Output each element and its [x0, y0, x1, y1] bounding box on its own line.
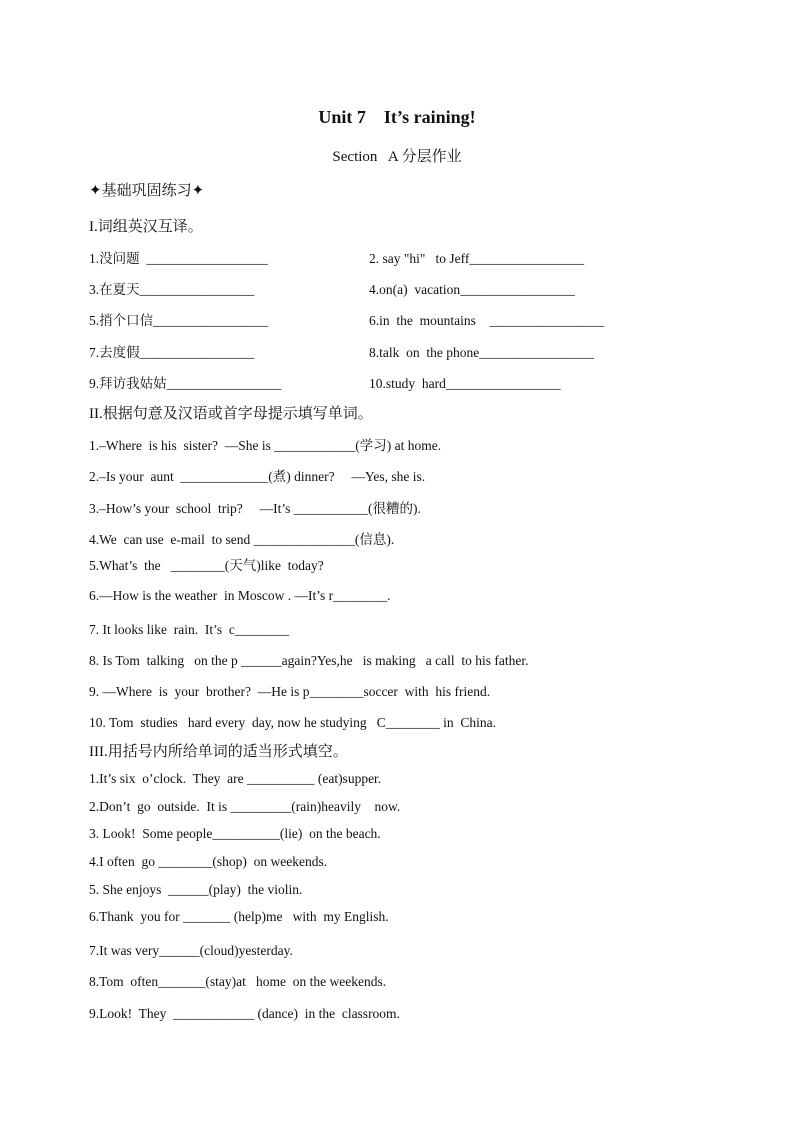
list-item: 7.It was very______(cloud)yesterday.: [89, 943, 293, 958]
list-item: 9. —Where is your brother? —He is p________soccer with his friend.: [89, 684, 491, 699]
list-item: 8.talk on the phone_________________: [369, 345, 594, 360]
list-item: 2. say "hi" to Jeff_________________: [369, 251, 585, 266]
list-item: 3.在夏天_________________: [89, 282, 255, 297]
page-title: Unit 7 It’s raining!: [318, 107, 476, 127]
list-item: 8. Is Tom talking on the p ______again?Yes,he is making a call to his father.: [89, 653, 529, 668]
list-item: 7.去度假_________________: [89, 345, 255, 360]
list-item: 2.–Is your aunt _____________(煮) dinner? —Yes, she is.: [89, 469, 426, 484]
list-item: 1.It’s six o’clock. They are __________ (eat)supper.: [89, 771, 382, 786]
list-item: 7. It looks like rain. It’s c________: [89, 622, 289, 637]
list-item: 8.Tom often_______(stay)at home on the weekends.: [89, 974, 387, 989]
list-item: 5. She enjoys ______(play) the violin.: [89, 882, 303, 897]
list-item: 3. Look! Some people__________(lie) on the beach.: [89, 826, 381, 841]
list-item: 5.捎个口信_________________: [89, 313, 268, 328]
section-2-heading: II.根据句意及汉语或首字母提示填写单词。: [89, 406, 373, 422]
section-1-heading: I.词组英汉互译。: [89, 219, 203, 235]
list-item: 9.Look! They ____________ (dance) in the classroom.: [89, 1006, 400, 1021]
list-item: 6.—How is the weather in Moscow . —It’s r________.: [89, 588, 391, 603]
page-subtitle: Section A 分层作业: [332, 149, 462, 165]
list-item: 1.没问题 __________________: [89, 251, 268, 266]
list-item: 6.in the mountains _________________: [369, 313, 605, 328]
list-item: 4.We can use e-mail to send _______________(信息).: [89, 532, 395, 547]
list-item: 6.Thank you for _______ (help)me with my English.: [89, 909, 389, 924]
list-item: 10. Tom studies hard every day, now he studying C________ in China.: [89, 715, 497, 730]
section-3-heading: III.用括号内所给单词的适当形式填空。: [89, 744, 348, 760]
list-item: 5.What’s the ________(天气)like today?: [89, 558, 324, 573]
list-item: 2.Don’t go outside. It is _________(rain)heavily now.: [89, 799, 401, 814]
list-item: 3.–How’s your school trip? —It’s ___________(很糟的).: [89, 501, 421, 516]
list-item: 10.study hard_________________: [369, 376, 561, 391]
list-item: 4.I often go ________(shop) on weekends.: [89, 854, 328, 869]
star-heading: ✦基础巩固练习✦: [89, 183, 205, 199]
list-item: 4.on(a) vacation_________________: [369, 282, 575, 297]
list-item: 1.–Where is his sister? —She is ____________(学习) at home.: [89, 438, 442, 453]
list-item: 9.拜访我姑姑_________________: [89, 376, 282, 391]
